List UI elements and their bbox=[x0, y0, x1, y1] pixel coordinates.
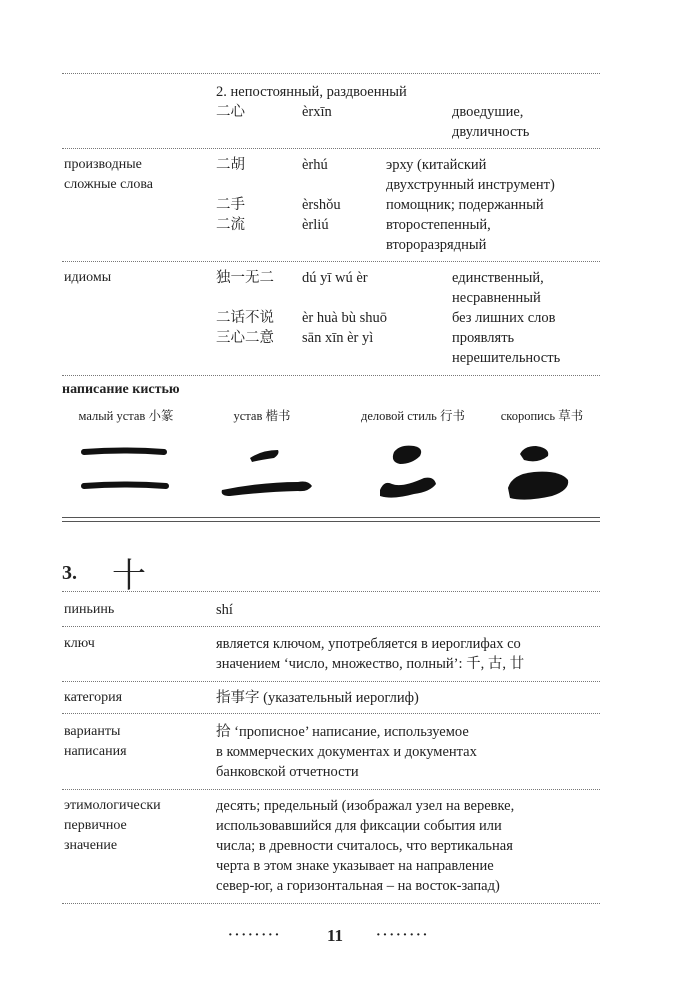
idiom-pinyin: sān xīn èr yì bbox=[302, 330, 374, 346]
idiom-translation: единственный, bbox=[452, 270, 544, 286]
row-label-variants: написания bbox=[64, 744, 127, 759]
brush-sample-cursive bbox=[508, 446, 568, 500]
derived-translation: помощник; подержанный bbox=[386, 197, 544, 213]
row-value-etymology: числа; в древности считалось, что вертикальная bbox=[216, 838, 513, 854]
style-caption-regular: устав 楷书 bbox=[233, 409, 291, 423]
footer-dots-right: ········ bbox=[376, 928, 430, 943]
style-caption-running: деловой стиль 行书 bbox=[360, 409, 466, 423]
example-translation: двуличность bbox=[452, 124, 530, 140]
idioms-label: идиомы bbox=[64, 270, 112, 285]
row-value-etymology: десять; предельный (изображал узел на веревке, bbox=[216, 798, 515, 814]
derived-words-label: сложные слова bbox=[64, 177, 153, 192]
row-value-variants: 拾 ‘прописное’ написание, используемое bbox=[216, 724, 469, 740]
row-label-radical: ключ bbox=[64, 636, 95, 651]
section-separator bbox=[62, 521, 600, 522]
row-label-etymology: первичное bbox=[64, 818, 127, 833]
row-label-pinyin: пиньинь bbox=[64, 602, 115, 617]
derived-pinyin: èrshǒu bbox=[302, 197, 341, 213]
idiom-pinyin: èr huà bù shuō bbox=[302, 310, 387, 326]
footer-dots-left: ········ bbox=[228, 928, 282, 943]
divider bbox=[62, 681, 600, 682]
row-value-variants: банковской отчетности bbox=[216, 764, 359, 780]
idiom-translation: проявлять bbox=[452, 330, 515, 346]
section-character: 十 bbox=[112, 556, 146, 596]
divider bbox=[62, 261, 600, 262]
divider bbox=[62, 148, 600, 149]
idiom-hanzi: 三心二意 bbox=[216, 330, 274, 346]
row-label-etymology: этимологически bbox=[64, 798, 161, 813]
style-caption-small-seal: малый устав 小篆 bbox=[78, 409, 174, 423]
brush-sample-small-seal bbox=[84, 451, 166, 487]
idiom-translation: без лишних слов bbox=[452, 310, 556, 326]
example-hanzi: 二心 bbox=[216, 104, 245, 120]
divider bbox=[62, 375, 600, 376]
row-value-category: 指事字 (указательный иероглиф) bbox=[216, 690, 419, 706]
brush-samples bbox=[62, 430, 600, 510]
derived-translation: второстепенный, bbox=[386, 217, 491, 233]
row-value-etymology: север-юг, а горизонтальная – на восток-запад) bbox=[216, 878, 500, 894]
row-label-category: категория bbox=[64, 690, 123, 705]
derived-pinyin: èrhú bbox=[302, 157, 328, 173]
row-value-radical: является ключом, употребляется в иероглифах со bbox=[216, 636, 521, 652]
derived-translation: второразрядный bbox=[386, 237, 487, 253]
example-pinyin: èrxīn bbox=[302, 104, 332, 120]
divider bbox=[62, 591, 600, 592]
idiom-translation: несравненный bbox=[452, 290, 541, 306]
row-value-etymology: использовавшийся для фиксации события или bbox=[216, 818, 502, 834]
row-value-radical: значением ‘число, множество, полный’: 千, 古, 廿 bbox=[216, 656, 525, 672]
section-separator bbox=[62, 517, 600, 518]
page-number: 11 bbox=[326, 926, 344, 945]
derived-hanzi: 二胡 bbox=[216, 157, 245, 173]
divider bbox=[62, 73, 600, 74]
derived-pinyin: èrliú bbox=[302, 217, 329, 233]
example-translation: двоедушие, bbox=[452, 104, 524, 120]
section-number: 3. bbox=[62, 562, 77, 584]
divider bbox=[62, 903, 600, 904]
brush-sample-running bbox=[380, 446, 436, 498]
row-label-etymology: значение bbox=[64, 838, 118, 853]
idiom-translation: нерешительность bbox=[452, 350, 561, 366]
row-value-pinyin: shí bbox=[216, 602, 233, 618]
divider bbox=[62, 789, 600, 790]
style-caption-cursive: скоропись 草书 bbox=[500, 409, 584, 423]
brush-sample-regular bbox=[222, 450, 312, 496]
row-value-etymology: черта в этом знаке указывает на направление bbox=[216, 858, 494, 874]
idiom-hanzi: 二话不说 bbox=[216, 310, 274, 326]
derived-words-label: производные bbox=[64, 157, 142, 172]
derived-translation: двухструнный инструмент) bbox=[386, 177, 555, 193]
derived-hanzi: 二流 bbox=[216, 217, 245, 233]
row-label-variants: варианты bbox=[64, 724, 121, 739]
divider bbox=[62, 713, 600, 714]
meaning-2: 2. непостоянный, раздвоенный bbox=[216, 84, 407, 100]
idiom-pinyin: dú yī wú èr bbox=[302, 270, 368, 286]
derived-hanzi: 二手 bbox=[216, 197, 245, 213]
divider bbox=[62, 626, 600, 627]
idiom-hanzi: 独一无二 bbox=[216, 270, 274, 286]
derived-translation: эрху (китайский bbox=[386, 157, 487, 173]
row-value-variants: в коммерческих документах и документах bbox=[216, 744, 477, 760]
brush-writing-title: написание кистью bbox=[62, 382, 180, 397]
